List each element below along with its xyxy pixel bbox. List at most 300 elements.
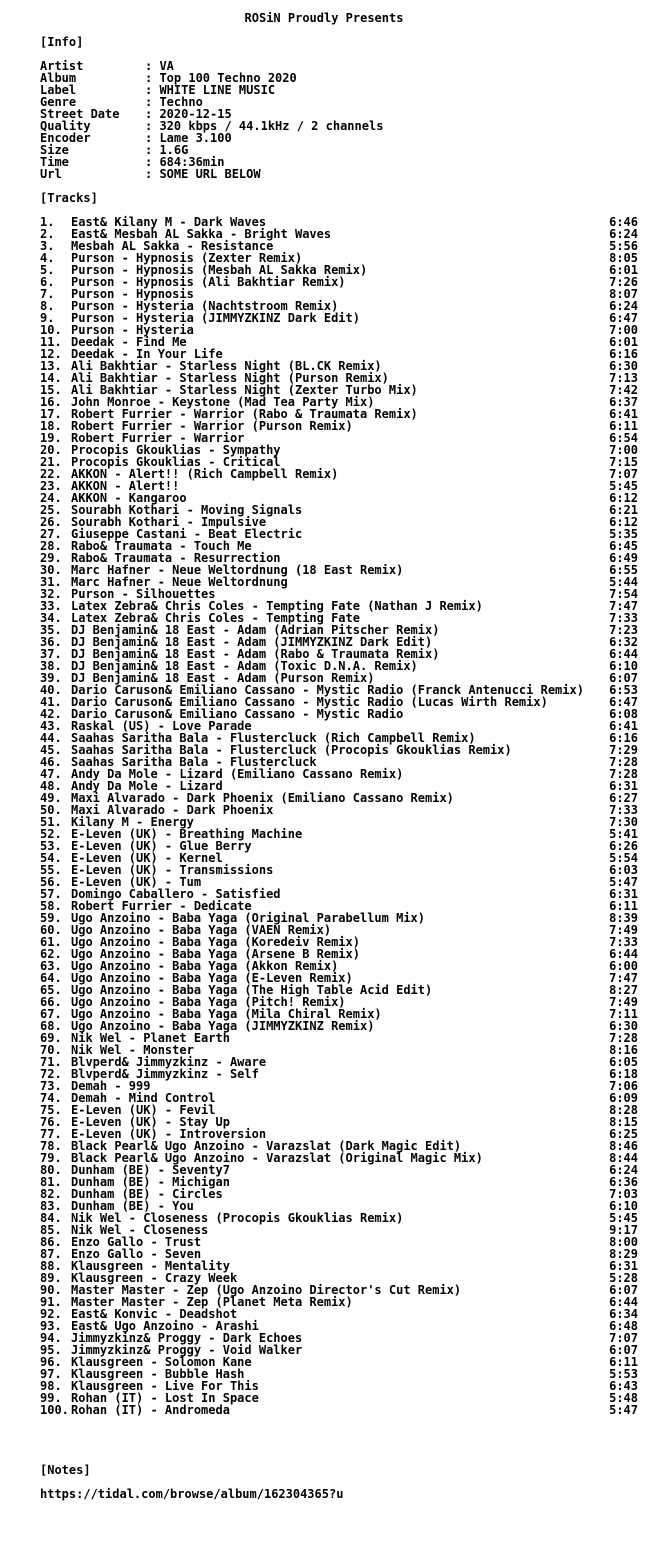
track-duration: 6:01 [609, 263, 638, 277]
track-number: 57. [40, 887, 62, 901]
track-duration: 6:31 [609, 887, 638, 901]
track-title: Raskal (US) - Love Parade [71, 719, 252, 733]
track-title: Demah - 999 [71, 1079, 151, 1093]
track-title: Rabo& Traumata - Resurrection [71, 551, 281, 565]
track-duration: 6:47 [609, 311, 638, 325]
track-number: 69. [40, 1031, 62, 1045]
track-duration: 7:06 [609, 1079, 638, 1093]
track-number: 81. [40, 1175, 62, 1189]
track-number: 60. [40, 923, 62, 937]
track-duration: 8:29 [609, 1247, 638, 1261]
track-title: Klausgreen - Live For This [71, 1379, 259, 1393]
track-title: Jimmyzkinz& Proggy - Void Walker [71, 1343, 303, 1357]
track-duration: 6:00 [609, 959, 638, 973]
track-number: 14. [40, 371, 62, 385]
track-title: Ali Bakhtiar - Starless Night (Zexter Turbo Mix) [71, 383, 418, 397]
track-title: DJ Benjamin& 18 East - Adam (Purson Remix) [71, 671, 375, 685]
track-duration: 8:46 [609, 1139, 638, 1153]
track-title: Dario Caruson& Emiliano Cassano - Mystic Radio (Lucas Wirth Remix) [71, 695, 548, 709]
track-title: E-Leven (UK) - Glue Berry [71, 839, 252, 853]
track-duration: 6:10 [609, 659, 638, 673]
track-title: Saahas Saritha Bala - Flustercluck (Rich Campbell Remix) [71, 731, 476, 745]
info-row [40, 168, 383, 180]
track-duration: 7:03 [609, 1187, 638, 1201]
track-duration: 5:48 [609, 1391, 638, 1405]
page-title: ROSiN Proudly Presents [244, 11, 404, 25]
track-number: 9. [40, 311, 55, 325]
track-duration: 7:26 [609, 275, 638, 289]
track-number: 2. [40, 227, 55, 241]
track-title: Enzo Gallo - Trust [71, 1235, 202, 1249]
track-number: 8. [40, 299, 55, 313]
track-duration: 6:53 [609, 683, 638, 697]
track-title: Purson - Hypnosis (Zexter Remix) [71, 251, 303, 265]
track-title: E-Leven (UK) - Introversion [71, 1127, 267, 1141]
track-number: 26. [40, 515, 62, 529]
info-key: Genre [40, 95, 77, 109]
track-duration: 7:11 [609, 1007, 638, 1021]
info-value: : 2020-12-15 [145, 107, 232, 121]
track-duration: 5:28 [609, 1271, 638, 1285]
track-duration: 6:07 [609, 671, 638, 685]
track-title: Purson - Silhouettes [71, 587, 216, 601]
track-duration: 7:33 [609, 803, 638, 817]
track-title: Dario Caruson& Emiliano Cassano - Mystic Radio [71, 707, 404, 721]
track-number: 20. [40, 443, 62, 457]
track-title: East& Ugo Anzoino - Arashi [71, 1319, 259, 1333]
track-title: Robert Furrier - Warrior [71, 431, 245, 445]
track-number: 33. [40, 599, 62, 613]
track-duration: 9:17 [609, 1223, 638, 1237]
track-duration: 8:05 [609, 251, 638, 265]
track-duration: 6:49 [609, 551, 638, 565]
track-duration: 8:15 [609, 1115, 638, 1129]
track-number: 85. [40, 1223, 62, 1237]
track-number: 61. [40, 935, 62, 949]
track-duration: 6:07 [609, 1343, 638, 1357]
track-duration: 6:09 [609, 1091, 638, 1105]
track-duration: 5:54 [609, 851, 638, 865]
track-title: Maxi Alvarado - Dark Phoenix [71, 803, 274, 817]
track-duration: 6:31 [609, 779, 638, 793]
track-number: 44. [40, 731, 62, 745]
track-number: 45. [40, 743, 62, 757]
track-number: 27. [40, 527, 62, 541]
track-number: 1. [40, 215, 55, 229]
track-title: Black Pearl& Ugo Anzoino - Varazslat (Original Magic Mix) [71, 1151, 483, 1165]
track-title: Ali Bakhtiar - Starless Night (Purson Remix) [71, 371, 389, 385]
track-title: Ugo Anzoino - Baba Yaga (Mila Chiral Remix) [71, 1007, 382, 1021]
track-number: 80. [40, 1163, 62, 1177]
track-number: 86. [40, 1235, 62, 1249]
track-title: Black Pearl& Ugo Anzoino - Varazslat (Dark Magic Edit) [71, 1139, 462, 1153]
track-title: DJ Benjamin& 18 East - Adam (Toxic D.N.A. Remix) [71, 659, 418, 673]
track-number: 24. [40, 491, 62, 505]
track-duration: 6:12 [609, 515, 638, 529]
info-row [40, 132, 383, 144]
info-key: Size [40, 143, 69, 157]
track-duration: 8:16 [609, 1043, 638, 1057]
track-number: 35. [40, 623, 62, 637]
track-duration: 6:24 [609, 1163, 638, 1177]
track-title: Latex Zebra& Chris Coles - Tempting Fate [71, 611, 360, 625]
track-number: 43. [40, 719, 62, 733]
track-number: 11. [40, 335, 62, 349]
track-number: 89. [40, 1271, 62, 1285]
track-duration: 6:16 [609, 731, 638, 745]
track-duration: 7:29 [609, 743, 638, 757]
notes-section-header: [Notes] [40, 1463, 91, 1477]
track-number: 49. [40, 791, 62, 805]
track-number: 28. [40, 539, 62, 553]
track-number: 87. [40, 1247, 62, 1261]
track-duration: 6:11 [609, 1355, 638, 1369]
track-duration: 7:33 [609, 611, 638, 625]
track-number: 67. [40, 1007, 62, 1021]
track-title: DJ Benjamin& 18 East - Adam (Adrian Pitscher Remix) [71, 623, 440, 637]
track-number: 50. [40, 803, 62, 817]
track-title: Robert Furrier - Warrior (Purson Remix) [71, 419, 353, 433]
track-duration: 6:32 [609, 635, 638, 649]
info-key: Artist [40, 59, 84, 73]
track-number: 55. [40, 863, 62, 877]
track-title: Dunham (BE) - You [71, 1199, 194, 1213]
track-duration: 7:47 [609, 971, 638, 985]
track-title: Master Master - Zep (Ugo Anzoino Director's Cut Remix) [71, 1283, 462, 1297]
track-title: Klausgreen - Mentality [71, 1259, 230, 1273]
track-number: 92. [40, 1307, 62, 1321]
track-list [40, 216, 640, 1416]
track-duration: 6:21 [609, 503, 638, 517]
track-title: Purson - Hypnosis (Mesbah AL Sakka Remix) [71, 263, 368, 277]
track-title: Klausgreen - Crazy Week [71, 1271, 238, 1285]
track-duration: 6:45 [609, 539, 638, 553]
info-key: Label [40, 83, 77, 97]
track-title: Saahas Saritha Bala - Flustercluck (Procopis Gkouklias Remix) [71, 743, 512, 757]
track-number: 4. [40, 251, 55, 265]
track-number: 79. [40, 1151, 62, 1165]
track-number: 83. [40, 1199, 62, 1213]
track-number: 100. [40, 1403, 69, 1417]
track-number: 19. [40, 431, 62, 445]
track-title: DJ Benjamin& 18 East - Adam (JIMMYZKINZ Dark Edit) [71, 635, 433, 649]
track-title: Dario Caruson& Emiliano Cassano - Mystic Radio (Franck Antenucci Remix) [71, 683, 584, 697]
track-duration: 6:10 [609, 1199, 638, 1213]
track-duration: 5:41 [609, 827, 638, 841]
track-duration: 7:07 [609, 1331, 638, 1345]
track-number: 77. [40, 1127, 62, 1141]
track-duration: 6:30 [609, 359, 638, 373]
track-number: 88. [40, 1259, 62, 1273]
track-number: 17. [40, 407, 62, 421]
track-number: 25. [40, 503, 62, 517]
info-key: Encoder [40, 131, 91, 145]
track-title: Andy Da Mole - Lizard [71, 779, 223, 793]
track-duration: 8:28 [609, 1103, 638, 1117]
track-duration: 6:05 [609, 1055, 638, 1069]
track-number: 47. [40, 767, 62, 781]
track-duration: 6:34 [609, 1307, 638, 1321]
info-row [40, 84, 383, 96]
info-key: Time [40, 155, 69, 169]
track-number: 71. [40, 1055, 62, 1069]
track-title: Latex Zebra& Chris Coles - Tempting Fate (Nathan J Remix) [71, 599, 483, 613]
track-title: Ugo Anzoino - Baba Yaga (The High Table Acid Edit) [71, 983, 433, 997]
track-duration: 6:18 [609, 1067, 638, 1081]
track-duration: 5:44 [609, 575, 638, 589]
track-number: 51. [40, 815, 62, 829]
track-duration: 6:25 [609, 1127, 638, 1141]
track-title: AKKON - Alert!! (Rich Campbell Remix) [71, 467, 339, 481]
track-number: 29. [40, 551, 62, 565]
track-title: DJ Benjamin& 18 East - Adam (Rabo & Traumata Remix) [71, 647, 440, 661]
track-duration: 7:00 [609, 323, 638, 337]
track-number: 6. [40, 275, 55, 289]
track-title: E-Leven (UK) - Stay Up [71, 1115, 230, 1129]
track-title: E-Leven (UK) - Fevil [71, 1103, 216, 1117]
track-title: Enzo Gallo - Seven [71, 1247, 202, 1261]
track-duration: 6:26 [609, 839, 638, 853]
track-title: Robert Furrier - Warrior (Rabo & Traumata Remix) [71, 407, 418, 421]
info-value: : 320 kbps / 44.1kHz / 2 channels [145, 119, 384, 133]
track-number: 32. [40, 587, 62, 601]
track-number: 41. [40, 695, 62, 709]
track-duration: 6:37 [609, 395, 638, 409]
track-title: Procopis Gkouklias - Sympathy [71, 443, 281, 457]
track-duration: 7:49 [609, 995, 638, 1009]
track-number: 16. [40, 395, 62, 409]
track-number: 72. [40, 1067, 62, 1081]
track-title: Nik Wel - Closeness (Procopis Gkouklias Remix) [71, 1211, 404, 1225]
info-value: : 684:36min [145, 155, 225, 169]
track-number: 52. [40, 827, 62, 841]
track-title: Rohan (IT) - Lost In Space [71, 1391, 259, 1405]
track-number: 30. [40, 563, 62, 577]
track-number: 38. [40, 659, 62, 673]
track-duration: 7:23 [609, 623, 638, 637]
track-duration: 7:13 [609, 371, 638, 385]
track-duration: 8:07 [609, 287, 638, 301]
track-title: Rohan (IT) - Andromeda [71, 1403, 230, 1417]
track-duration: 6:24 [609, 299, 638, 313]
track-duration: 7:30 [609, 815, 638, 829]
track-duration: 7:15 [609, 455, 638, 469]
track-number: 98. [40, 1379, 62, 1393]
track-title: East& Kilany M - Dark Waves [71, 215, 267, 229]
track-title: Dunham (BE) - Circles [71, 1187, 223, 1201]
track-duration: 6:36 [609, 1175, 638, 1189]
track-title: Procopis Gkouklias - Critical [71, 455, 281, 469]
track-number: 39. [40, 671, 62, 685]
notes-url: https://tidal.com/browse/album/162304365?u [40, 1487, 344, 1501]
track-number: 68. [40, 1019, 62, 1033]
track-title: Saahas Saritha Bala - Flustercluck [71, 755, 317, 769]
track-duration: 6:01 [609, 335, 638, 349]
track-title: Ugo Anzoino - Baba Yaga (Koredeiv Remix) [71, 935, 360, 949]
track-number: 96. [40, 1355, 62, 1369]
track-title: Marc Hafner - Neue Weltordnung (18 East Remix) [71, 563, 404, 577]
track-number: 37. [40, 647, 62, 661]
track-duration: 6:54 [609, 431, 638, 445]
track-number: 34. [40, 611, 62, 625]
track-duration: 6:46 [609, 215, 638, 229]
track-duration: 7:28 [609, 767, 638, 781]
track-duration: 5:45 [609, 479, 638, 493]
track-number: 65. [40, 983, 62, 997]
track-title: Deedak - Find Me [71, 335, 187, 349]
track-title: Ugo Anzoino - Baba Yaga (Akkon Remix) [71, 959, 339, 973]
track-title: AKKON - Alert!! [71, 479, 180, 493]
track-title: Purson - Hypnosis (Ali Bakhtiar Remix) [71, 275, 346, 289]
track-title: Ugo Anzoino - Baba Yaga (E-Leven Remix) [71, 971, 353, 985]
track-number: 58. [40, 899, 62, 913]
track-title: E-Leven (UK) - Tum [71, 875, 202, 889]
track-title: Nik Wel - Monster [71, 1043, 194, 1057]
track-title: Purson - Hysteria [71, 323, 194, 337]
track-duration: 6:16 [609, 347, 638, 361]
track-duration: 6:44 [609, 647, 638, 661]
track-title: Domingo Caballero - Satisfied [71, 887, 281, 901]
track-number: 22. [40, 467, 62, 481]
track-title: Ugo Anzoino - Baba Yaga (JIMMYZKINZ Remix) [71, 1019, 375, 1033]
track-number: 73. [40, 1079, 62, 1093]
track-duration: 6:44 [609, 1295, 638, 1309]
track-duration: 6:12 [609, 491, 638, 505]
track-title: Sourabh Kothari - Impulsive [71, 515, 267, 529]
track-number: 31. [40, 575, 62, 589]
track-duration: 6:44 [609, 947, 638, 961]
track-number: 93. [40, 1319, 62, 1333]
track-number: 54. [40, 851, 62, 865]
track-number: 10. [40, 323, 62, 337]
track-number: 23. [40, 479, 62, 493]
track-row [40, 1404, 640, 1416]
track-duration: 5:56 [609, 239, 638, 253]
track-number: 74. [40, 1091, 62, 1105]
track-title: Klausgreen - Bubble Hash [71, 1367, 245, 1381]
track-title: Andy Da Mole - Lizard (Emiliano Cassano Remix) [71, 767, 404, 781]
track-duration: 6:43 [609, 1379, 638, 1393]
track-number: 42. [40, 707, 62, 721]
track-number: 59. [40, 911, 62, 925]
track-duration: 6:07 [609, 1283, 638, 1297]
track-duration: 6:11 [609, 419, 638, 433]
track-duration: 7:28 [609, 1031, 638, 1045]
track-number: 99. [40, 1391, 62, 1405]
track-duration: 5:45 [609, 1211, 638, 1225]
track-title: E-Leven (UK) - Transmissions [71, 863, 274, 877]
track-title: Purson - Hypnosis [71, 287, 194, 301]
track-duration: 7:00 [609, 443, 638, 457]
track-number: 18. [40, 419, 62, 433]
track-duration: 6:48 [609, 1319, 638, 1333]
track-title: Sourabh Kothari - Moving Signals [71, 503, 303, 517]
track-title: Master Master - Zep (Planet Meta Remix) [71, 1295, 353, 1309]
track-duration: 6:27 [609, 791, 638, 805]
track-title: Dunham (BE) - Michigan [71, 1175, 230, 1189]
track-title: East& Mesbah AL Sakka - Bright Waves [71, 227, 332, 241]
track-duration: 7:42 [609, 383, 638, 397]
track-title: Nik Wel - Planet Earth [71, 1031, 230, 1045]
track-number: 94. [40, 1331, 62, 1345]
track-number: 53. [40, 839, 62, 853]
track-title: Mesbah AL Sakka - Resistance [71, 239, 274, 253]
track-number: 3. [40, 239, 55, 253]
track-number: 91. [40, 1295, 62, 1309]
track-number: 7. [40, 287, 55, 301]
track-title: Purson - Hysteria (JIMMYZKINZ Dark Edit) [71, 311, 360, 325]
track-title: Maxi Alvarado - Dark Phoenix (Emiliano Cassano Remix) [71, 791, 454, 805]
track-duration: 7:07 [609, 467, 638, 481]
track-title: Ali Bakhtiar - Starless Night (BL.CK Remix) [71, 359, 382, 373]
track-duration: 6:24 [609, 227, 638, 241]
track-duration: 5:53 [609, 1367, 638, 1381]
track-title: Purson - Hysteria (Nachtstroom Remix) [71, 299, 339, 313]
track-title: Ugo Anzoino - Baba Yaga (Arsene B Remix) [71, 947, 360, 961]
track-number: 75. [40, 1103, 62, 1117]
info-value: : WHITE LINE MUSIC [145, 83, 276, 97]
track-number: 15. [40, 383, 62, 397]
track-title: Kilany M - Energy [71, 815, 194, 829]
track-number: 12. [40, 347, 62, 361]
track-duration: 5:47 [609, 875, 638, 889]
info-key: Quality [40, 119, 91, 133]
info-value: : 1.6G [145, 143, 189, 157]
track-title: Jimmyzkinz& Proggy - Dark Echoes [71, 1331, 303, 1345]
track-number: 66. [40, 995, 62, 1009]
track-number: 21. [40, 455, 62, 469]
track-duration: 6:08 [609, 707, 638, 721]
track-duration: 5:35 [609, 527, 638, 541]
info-key: Album [40, 71, 77, 85]
track-number: 46. [40, 755, 62, 769]
track-duration: 8:39 [609, 911, 638, 925]
info-value: : VA [145, 59, 174, 73]
track-number: 76. [40, 1115, 62, 1129]
track-duration: 5:47 [609, 1403, 638, 1417]
track-number: 36. [40, 635, 62, 649]
track-duration: 7:54 [609, 587, 638, 601]
info-key: Street Date [40, 107, 120, 121]
track-number: 90. [40, 1283, 62, 1297]
track-title: East& Konvic - Deadshot [71, 1307, 238, 1321]
track-title: Blvperd& Jimmyzkinz - Self [71, 1067, 259, 1081]
info-section-header: [Info] [40, 35, 84, 49]
track-number: 40. [40, 683, 62, 697]
track-title: Marc Hafner - Neue Weltordnung [71, 575, 288, 589]
tracks-section-header: [Tracks] [40, 191, 98, 205]
track-number: 5. [40, 263, 55, 277]
track-title: Deedak - In Your Life [71, 347, 223, 361]
track-duration: 6:47 [609, 695, 638, 709]
track-duration: 6:11 [609, 899, 638, 913]
info-value: : Lame 3.100 [145, 131, 232, 145]
track-number: 78. [40, 1139, 62, 1153]
track-duration: 7:49 [609, 923, 638, 937]
track-title: Klausgreen - Solomon Kane [71, 1355, 252, 1369]
track-title: AKKON - Kangaroo [71, 491, 187, 505]
info-value: : Techno [145, 95, 203, 109]
track-duration: 8:44 [609, 1151, 638, 1165]
track-duration: 7:28 [609, 755, 638, 769]
track-duration: 6:31 [609, 1259, 638, 1273]
track-title: Ugo Anzoino - Baba Yaga (Original Parabellum Mix) [71, 911, 426, 925]
track-title: Dunham (BE) - Seventy7 [71, 1163, 230, 1177]
track-duration: 6:30 [609, 1019, 638, 1033]
track-number: 48. [40, 779, 62, 793]
track-number: 95. [40, 1343, 62, 1357]
track-duration: 8:00 [609, 1235, 638, 1249]
